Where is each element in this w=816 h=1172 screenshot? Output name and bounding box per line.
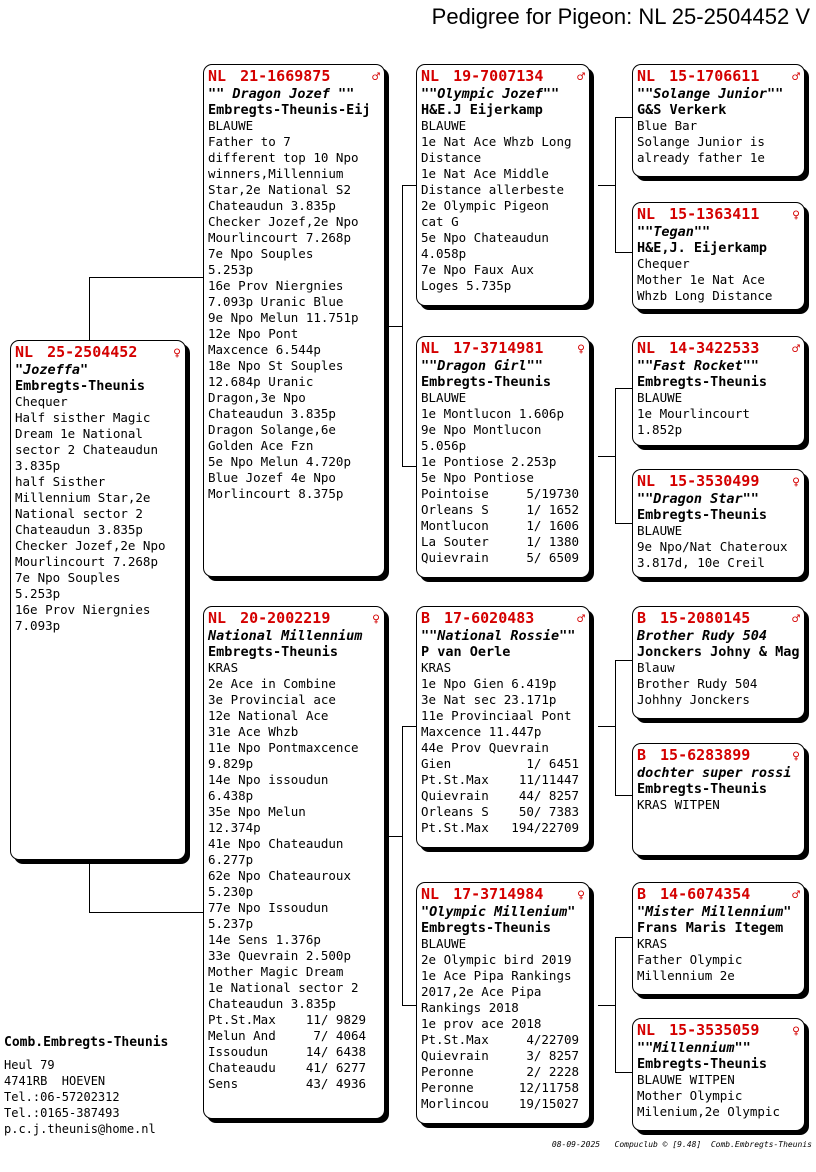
pigeon-info-line: Maxcence 6.544p bbox=[208, 342, 321, 357]
pigeon-owner: Embregts-Theunis bbox=[15, 378, 146, 394]
pigeon-owner: Embregts-Theunis bbox=[421, 374, 552, 390]
ring-header bbox=[637, 340, 800, 358]
country-code: B bbox=[637, 746, 647, 764]
sex-icon: ♀ bbox=[792, 208, 800, 223]
pigeon-info-line: Star,2e National S2 bbox=[208, 182, 351, 197]
connector-line bbox=[615, 252, 633, 253]
ring-header bbox=[421, 886, 585, 904]
pigeon-info-line: Orleans S 1/ 1652 bbox=[421, 502, 580, 517]
breeder-phone: Tel.:06-57202312 bbox=[4, 1090, 120, 1104]
pigeon-info-line: Quievrain 5/ 6509 bbox=[421, 550, 580, 565]
ring-header bbox=[208, 610, 380, 628]
pigeon-info-line: Millennium 2e bbox=[637, 968, 735, 983]
connector-line bbox=[89, 859, 90, 913]
pigeon-info-line: Mourlincourt 7.268p bbox=[15, 554, 158, 569]
pigeon-info-line: Melun And 7/ 4064 bbox=[208, 1028, 367, 1043]
pigeon-info-line: 7e Npo Souples bbox=[15, 570, 121, 585]
pigeon-name: dochter super rossi bbox=[637, 765, 792, 781]
pigeon-info-line: 4.058p bbox=[421, 246, 467, 261]
pigeon-info-line: Rankings 2018 bbox=[421, 1000, 519, 1015]
pigeon-info-line: sector 2 Chateaudun bbox=[15, 442, 158, 457]
pigeon-info-line: 5e Npo Chateaudun bbox=[421, 230, 549, 245]
pigeon-owner: Embregts-Theunis bbox=[208, 644, 339, 660]
country-code: NL bbox=[637, 472, 656, 490]
pigeon-info-line: Blauw bbox=[637, 660, 675, 675]
pigeon-info-line: KRAS WITPEN bbox=[637, 797, 720, 812]
pigeon-name: "" Dragon Jozef "" bbox=[208, 86, 355, 102]
pigeon-info-line: 62e Npo Chateauroux bbox=[208, 868, 351, 883]
connector-line bbox=[89, 912, 205, 913]
pigeon-info-line: Pointoise 5/19730 bbox=[421, 486, 580, 501]
pigeon-info-line: Blue Bar bbox=[637, 118, 698, 133]
pigeon-info-line: 11e Provinciaal Pont bbox=[421, 708, 572, 723]
pigeon-name: ""Dragon Girl"" bbox=[421, 358, 543, 374]
sex-icon: ♂ bbox=[577, 612, 585, 627]
ring-header bbox=[421, 610, 585, 628]
pigeon-info-line: 3.835p bbox=[15, 458, 61, 473]
pigeon-info-line: 7e Npo Souples bbox=[208, 246, 314, 261]
pigeon-info-line: 9e Npo/Nat Chateroux bbox=[637, 539, 788, 554]
sex-icon: ♂ bbox=[792, 70, 800, 85]
sex-icon: ♂ bbox=[372, 70, 380, 85]
pigeon-info-line: Chateaudun 3.835p bbox=[208, 198, 336, 213]
pigeon-owner: Frans Maris Itegem bbox=[637, 920, 784, 936]
pigeon-card-mfm[interactable] bbox=[632, 743, 805, 856]
pigeon-info-line: 5e Npo Pontiose bbox=[421, 470, 534, 485]
pigeon-info-line: Distance bbox=[421, 150, 482, 165]
pigeon-info-line: Mother 1e Nat Ace bbox=[637, 272, 765, 287]
connector-line bbox=[615, 117, 633, 118]
pigeon-info-line: Quievrain 44/ 8257 bbox=[421, 788, 580, 803]
pigeon-info-line: Montlucon 1/ 1606 bbox=[421, 518, 580, 533]
pigeon-info-line: 1e Mourlincourt bbox=[637, 406, 750, 421]
country-code: B bbox=[637, 885, 647, 903]
pigeon-card-mmm[interactable] bbox=[632, 1018, 805, 1131]
pigeon-info-line: BLAUWE bbox=[637, 390, 683, 405]
breeder-address-line: Heul 79 bbox=[4, 1058, 55, 1072]
pigeon-info-line: 11e Npo Pontmaxcence bbox=[208, 740, 359, 755]
pigeon-card-mmf[interactable] bbox=[632, 882, 805, 995]
ring-number: 21-1669875 bbox=[240, 67, 331, 85]
pigeon-info-line: Peronne 12/11758 bbox=[421, 1080, 580, 1095]
connector-line bbox=[598, 456, 616, 457]
connector-line bbox=[615, 388, 633, 389]
sex-icon: ♂ bbox=[577, 70, 585, 85]
pigeon-info-line: Maxcence 11.447p bbox=[421, 724, 542, 739]
pigeon-info-line: 12.374p bbox=[208, 820, 261, 835]
pigeon-name: ""Tegan"" bbox=[637, 224, 711, 240]
pigeon-info-line: KRAS bbox=[208, 660, 239, 675]
pigeon-info-line: Morlincourt 8.375p bbox=[208, 486, 344, 501]
connector-line bbox=[615, 1072, 633, 1073]
breeder-phone: Tel.:0165-387493 bbox=[4, 1106, 120, 1120]
connector-line bbox=[615, 660, 633, 661]
pigeon-info-line: Whzb Long Distance bbox=[637, 288, 773, 303]
connector-line bbox=[89, 277, 205, 278]
pigeon-info-line: Golden Ace Fzn bbox=[208, 438, 314, 453]
pigeon-name: Brother Rudy 504 bbox=[637, 628, 768, 644]
pigeon-info-line: 1e National sector 2 bbox=[208, 980, 359, 995]
pigeon-info-line: 5.237p bbox=[208, 916, 254, 931]
ring-number: 17-3714984 bbox=[453, 885, 544, 903]
page-title: Pedigree for Pigeon: NL 25-2504452 V bbox=[431, 4, 810, 29]
pigeon-info-line: Half sisther Magic bbox=[15, 410, 151, 425]
pigeon-info-line: 9e Npo Montlucon bbox=[421, 422, 542, 437]
sex-icon: ♀ bbox=[372, 612, 380, 627]
pigeon-info-line: BLAUWE bbox=[208, 118, 254, 133]
ring-header bbox=[637, 747, 800, 765]
pigeon-info-line: BLAUWE WITPEN bbox=[637, 1072, 735, 1087]
pigeon-owner: P van Oerle bbox=[421, 644, 511, 660]
pigeon-name: ""Olympic Jozef"" bbox=[421, 86, 560, 102]
pigeon-info-line: La Souter 1/ 1380 bbox=[421, 534, 580, 549]
pigeon-info-line: 14e Sens 1.376p bbox=[208, 932, 321, 947]
pigeon-info-line: winners,Millennium bbox=[208, 166, 344, 181]
pigeon-card-mother[interactable] bbox=[203, 606, 385, 1119]
pigeon-info-line: 5.230p bbox=[208, 884, 254, 899]
pigeon-info-line: 18e Npo St Souples bbox=[208, 358, 344, 373]
ring-header bbox=[421, 340, 585, 358]
country-code: NL bbox=[15, 343, 34, 361]
pigeon-info-line: 77e Npo Issoudun bbox=[208, 900, 329, 915]
pigeon-name: "Jozeffa" bbox=[15, 362, 89, 378]
pigeon-owner: Embregts-Theunis-Eij bbox=[208, 102, 371, 118]
ring-header bbox=[637, 610, 800, 628]
pigeon-info-line: 2e Ace in Combine bbox=[208, 676, 336, 691]
pigeon-info-line: 1.852p bbox=[637, 422, 683, 437]
pigeon-info-line: 1e Npo Gien 6.419p bbox=[421, 676, 557, 691]
pigeon-info-line: 9e Npo Melun 11.751p bbox=[208, 310, 359, 325]
pigeon-info-line: 44e Prov Quevrain bbox=[421, 740, 549, 755]
pigeon-info-line: already father 1e bbox=[637, 150, 765, 165]
pigeon-owner: Embregts-Theunis bbox=[637, 781, 768, 797]
sex-icon: ♀ bbox=[792, 749, 800, 764]
connector-line bbox=[615, 117, 616, 253]
country-code: NL bbox=[637, 205, 656, 223]
pigeon-info-line: 7e Npo Faux Aux bbox=[421, 262, 534, 277]
pigeon-info-line: Milenium,2e Olympic bbox=[637, 1104, 780, 1119]
connector-line bbox=[615, 388, 616, 524]
pigeon-info-line: Chateaudun 3.835p bbox=[208, 996, 336, 1011]
pigeon-owner: Embregts-Theunis bbox=[421, 920, 552, 936]
pigeon-info-line: Pt.St.Max 11/ 9829 bbox=[208, 1012, 367, 1027]
pigeon-info-line: Morlincou 19/15027 bbox=[421, 1096, 580, 1111]
pigeon-info-line: National sector 2 bbox=[15, 506, 143, 521]
pigeon-owner: Embregts-Theunis bbox=[637, 374, 768, 390]
pigeon-info-line: Mother Olympic bbox=[637, 1088, 743, 1103]
pigeon-info-line: KRAS bbox=[637, 936, 668, 951]
connector-line bbox=[598, 1005, 616, 1006]
breeder-email[interactable]: p.c.j.theunis@home.nl bbox=[4, 1122, 156, 1136]
pigeon-owner: G&S Verkerk bbox=[637, 102, 727, 118]
pigeon-info-line: Chateaudun 3.835p bbox=[208, 406, 336, 421]
pigeon-info-line: 2e Olympic bird 2019 bbox=[421, 952, 572, 967]
country-code: NL bbox=[421, 339, 440, 357]
pigeon-info-line: Dragon,3e Npo bbox=[208, 390, 306, 405]
ring-header bbox=[637, 206, 800, 224]
pigeon-info-line: Gien 1/ 6451 bbox=[421, 756, 580, 771]
pigeon-info-line: BLAUWE bbox=[421, 936, 467, 951]
pigeon-info-line: 12.684p Uranic bbox=[208, 374, 314, 389]
pigeon-info-line: Orleans S 50/ 7383 bbox=[421, 804, 580, 819]
pigeon-info-line: 16e Prov Niergnies bbox=[15, 602, 151, 617]
pigeon-owner: H&E,J. Eijerkamp bbox=[637, 240, 768, 256]
pigeon-name: ""National Rossie"" bbox=[421, 628, 576, 644]
pigeon-card-father-mother[interactable] bbox=[416, 336, 590, 578]
connector-line bbox=[402, 185, 403, 467]
pigeon-info-line: Father Olympic bbox=[637, 952, 743, 967]
ring-number: 20-2002219 bbox=[240, 609, 331, 627]
pigeon-owner: Embregts-Theunis bbox=[637, 507, 768, 523]
pigeon-name: "Mister Millennium" bbox=[637, 904, 792, 920]
ring-header bbox=[208, 68, 380, 86]
pigeon-info-line: Loges 5.735p bbox=[421, 278, 512, 293]
sex-icon: ♂ bbox=[792, 888, 800, 903]
pigeon-info-line: 16e Prov Niergnies bbox=[208, 278, 344, 293]
pigeon-info-line: 3.817d, 10e Creil bbox=[637, 555, 765, 570]
ring-header bbox=[637, 68, 800, 86]
sex-icon: ♀ bbox=[577, 342, 585, 357]
ring-number: 14-3422533 bbox=[669, 339, 760, 357]
pigeon-info-line: KRAS bbox=[421, 660, 452, 675]
ring-number: 17-3714981 bbox=[453, 339, 544, 357]
pigeon-info-line: 1e prov ace 2018 bbox=[421, 1016, 542, 1031]
country-code: B bbox=[637, 609, 647, 627]
pigeon-info-line: Pt.St.Max 194/22709 bbox=[421, 820, 580, 835]
pigeon-info-line: 14e Npo issoudun bbox=[208, 772, 329, 787]
country-code: NL bbox=[208, 609, 227, 627]
pigeon-info-line: 3e Nat sec 23.171p bbox=[421, 692, 557, 707]
pigeon-info-line: 33e Quevrain 2.500p bbox=[208, 948, 351, 963]
pigeon-info-line: 7.093p Uranic Blue bbox=[208, 294, 344, 309]
pigeon-info-line: Dragon Solange,6e bbox=[208, 422, 336, 437]
pigeon-info-line: Mourlincourt 7.268p bbox=[208, 230, 351, 245]
pigeon-info-line: Brother Rudy 504 bbox=[637, 676, 758, 691]
pigeon-name: ""Millennium"" bbox=[637, 1040, 751, 1056]
connector-line bbox=[615, 937, 616, 1073]
pigeon-info-line: 6.438p bbox=[208, 788, 254, 803]
ring-header bbox=[637, 886, 800, 904]
pigeon-info-line: 2e Olympic Pigeon bbox=[421, 198, 549, 213]
pigeon-info-line: 5.253p bbox=[15, 586, 61, 601]
pigeon-info-line: Solange Junior is bbox=[637, 134, 765, 149]
pigeon-name: "Olympic Millenium" bbox=[421, 904, 576, 920]
sex-icon: ♀ bbox=[173, 346, 181, 361]
pigeon-info-line: Father to 7 bbox=[208, 134, 291, 149]
pigeon-info-line: 2017,2e Ace Pipa bbox=[421, 984, 542, 999]
pigeon-info-line: 35e Npo Melun bbox=[208, 804, 306, 819]
pigeon-info-line: Checker Jozef,2e Npo bbox=[208, 214, 359, 229]
pigeon-info-line: 5e Npo Melun 4.720p bbox=[208, 454, 351, 469]
pigeon-info-line: 5.056p bbox=[421, 438, 467, 453]
pigeon-info-line: 7.093p bbox=[15, 618, 61, 633]
ring-header bbox=[637, 1022, 800, 1040]
connector-line bbox=[385, 326, 403, 327]
connector-line bbox=[615, 795, 633, 796]
ring-number: 25-2504452 bbox=[47, 343, 138, 361]
pigeon-info-line: 6.277p bbox=[208, 852, 254, 867]
country-code: NL bbox=[421, 885, 440, 903]
pigeon-owner: Jonckers Johny & Mag bbox=[637, 644, 800, 660]
ring-number: 15-1363411 bbox=[669, 205, 760, 223]
pigeon-card-mff[interactable] bbox=[632, 606, 805, 719]
country-code: NL bbox=[208, 67, 227, 85]
sex-icon: ♀ bbox=[577, 888, 585, 903]
country-code: NL bbox=[637, 339, 656, 357]
pigeon-card-mother-mother[interactable] bbox=[416, 882, 590, 1124]
connector-line bbox=[615, 937, 633, 938]
connector-line bbox=[598, 185, 616, 186]
pigeon-info-line: 3e Provincial ace bbox=[208, 692, 336, 707]
country-code: NL bbox=[421, 67, 440, 85]
ring-number: 15-2080145 bbox=[660, 609, 751, 627]
ring-number: 15-3530499 bbox=[669, 472, 760, 490]
sex-icon: ♀ bbox=[792, 475, 800, 490]
ring-header bbox=[15, 344, 181, 362]
pigeon-info-line: 1e Nat Ace Whzb Long bbox=[421, 134, 572, 149]
country-code: NL bbox=[637, 67, 656, 85]
breeder-address-line: 4741RB HOEVEN bbox=[4, 1074, 106, 1088]
connector-line bbox=[615, 660, 616, 796]
pigeon-info-line: Mother Magic Dream bbox=[208, 964, 344, 979]
connector-line bbox=[385, 836, 403, 837]
country-code: B bbox=[421, 609, 431, 627]
pigeon-info-line: 5.253p bbox=[208, 262, 254, 277]
connector-line bbox=[598, 726, 616, 727]
pigeon-info-line: 1e Ace Pipa Rankings bbox=[421, 968, 572, 983]
pigeon-card-ffm[interactable] bbox=[632, 202, 805, 310]
pigeon-info-line: Johhny Jonckers bbox=[637, 692, 750, 707]
pigeon-info-line: Chateaudu 41/ 6277 bbox=[208, 1060, 367, 1075]
connector-line bbox=[89, 277, 90, 341]
ring-number: 15-3535059 bbox=[669, 1021, 760, 1039]
country-code: NL bbox=[637, 1021, 656, 1039]
pigeon-name: ""Fast Rocket"" bbox=[637, 358, 759, 374]
connector-line bbox=[402, 726, 403, 1006]
pigeon-card-father-father[interactable] bbox=[416, 64, 590, 306]
pigeon-info-line: Sens 43/ 4936 bbox=[208, 1076, 367, 1091]
pigeon-info-line: 12e National Ace bbox=[208, 708, 329, 723]
breeder-info bbox=[4, 1035, 168, 1137]
ring-number: 19-7007134 bbox=[453, 67, 544, 85]
sex-icon: ♂ bbox=[792, 342, 800, 357]
pigeon-card-subject[interactable] bbox=[10, 340, 186, 860]
pigeon-info-line: Pt.St.Max 4/22709 bbox=[421, 1032, 580, 1047]
pigeon-name: ""Dragon Star"" bbox=[637, 491, 759, 507]
pigeon-name: National Millennium bbox=[208, 628, 363, 644]
ring-header bbox=[421, 68, 585, 86]
sex-icon: ♂ bbox=[792, 612, 800, 627]
ring-number: 15-6283899 bbox=[660, 746, 751, 764]
pigeon-info-line: BLAUWE bbox=[421, 390, 467, 405]
pigeon-info-line: 41e Npo Chateaudun bbox=[208, 836, 344, 851]
pigeon-info-line: Issoudun 14/ 6438 bbox=[208, 1044, 367, 1059]
pigeon-owner: Embregts-Theunis bbox=[637, 1056, 768, 1072]
pigeon-info-line: 1e Nat Ace Middle bbox=[421, 166, 549, 181]
sex-icon: ♀ bbox=[792, 1024, 800, 1039]
pigeon-info-line: cat G bbox=[421, 214, 459, 229]
pigeon-info-line: Chequer bbox=[637, 256, 690, 271]
pigeon-info-line: Checker Jozef,2e Npo bbox=[15, 538, 166, 553]
pigeon-info-line: Chequer bbox=[15, 394, 68, 409]
pigeon-info-line: 31e Ace Whzb bbox=[208, 724, 299, 739]
ring-number: 17-6020483 bbox=[444, 609, 535, 627]
pigeon-info-line: 1e Pontiose 2.253p bbox=[421, 454, 557, 469]
pigeon-info-line: Dream 1e National bbox=[15, 426, 143, 441]
pigeon-card-fmm[interactable] bbox=[632, 469, 805, 578]
pigeon-info-line: 9.829p bbox=[208, 756, 254, 771]
pigeon-info-line: Quievrain 3/ 8257 bbox=[421, 1048, 580, 1063]
pigeon-info-line: 1e Montlucon 1.606p bbox=[421, 406, 564, 421]
breeder-name: Comb.Embregts-Theunis bbox=[4, 1035, 169, 1050]
pigeon-name: ""Solange Junior"" bbox=[637, 86, 784, 102]
pigeon-info-line: Blue Jozef 4e Npo bbox=[208, 470, 336, 485]
pigeon-info-line: Peronne 2/ 2228 bbox=[421, 1064, 580, 1079]
pigeon-info-line: Millennium Star,2e bbox=[15, 490, 151, 505]
pigeon-info-line: Distance allerbeste bbox=[421, 182, 564, 197]
pigeon-info-line: Chateaudun 3.835p bbox=[15, 522, 143, 537]
footer-credits: 08-09-2025 Compuclub © [9.48] Comb.Embregts-Theunis bbox=[551, 1140, 812, 1149]
pigeon-card-father[interactable] bbox=[203, 64, 385, 577]
connector-line bbox=[615, 523, 633, 524]
pigeon-card-fmf[interactable] bbox=[632, 336, 805, 446]
pigeon-card-fff[interactable] bbox=[632, 64, 805, 177]
pigeon-owner: H&E.J Eijerkamp bbox=[421, 102, 543, 118]
pigeon-info-line: BLAUWE bbox=[421, 118, 467, 133]
pigeon-info-line: Pt.St.Max 11/11447 bbox=[421, 772, 580, 787]
pigeon-info-line: BLAUWE bbox=[637, 523, 683, 538]
pigeon-info-line: different top 10 Npo bbox=[208, 150, 359, 165]
ring-number: 14-6074354 bbox=[660, 885, 751, 903]
pigeon-card-mother-father[interactable] bbox=[416, 606, 590, 848]
ring-header bbox=[637, 473, 800, 491]
pigeon-info-line: 12e Npo Pont bbox=[208, 326, 299, 341]
pigeon-info-line: half Sisther bbox=[15, 474, 106, 489]
ring-number: 15-1706611 bbox=[669, 67, 760, 85]
